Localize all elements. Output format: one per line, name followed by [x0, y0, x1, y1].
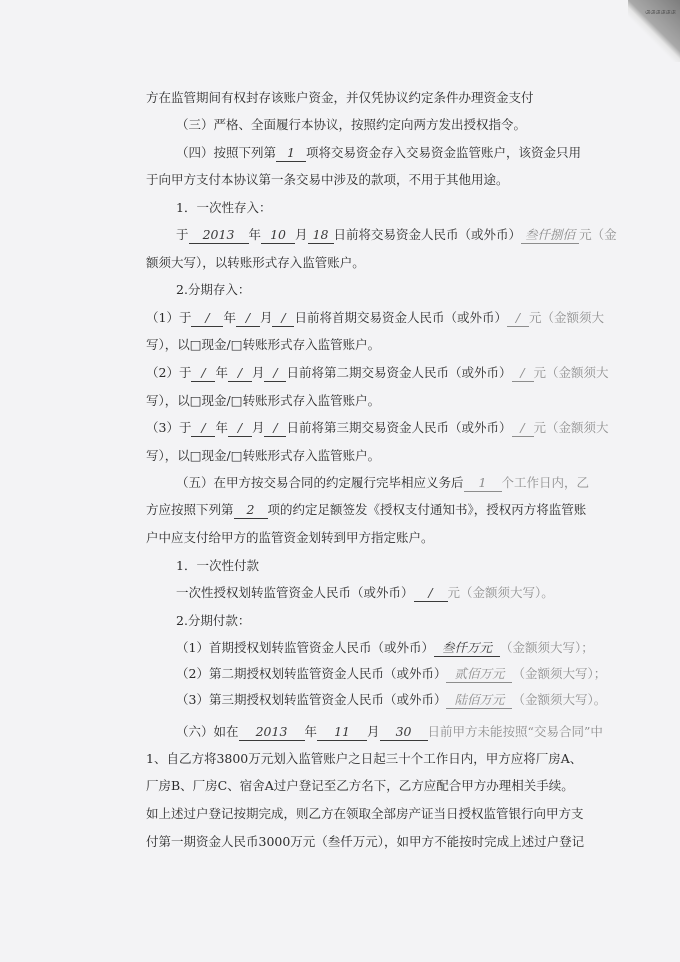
text-segment: 元（金 — [579, 227, 617, 242]
year-field: / — [191, 365, 215, 382]
text-segment: 日前将第二期交易资金人民币（或外币） — [286, 365, 512, 380]
clause-4-text: （四）按照下列第 — [176, 145, 277, 160]
text-segment: 日前甲方未能按照“交易合同”中 — [427, 724, 603, 739]
amount-field: 叁仟万元 — [434, 640, 500, 657]
text-segment: 月 — [251, 365, 265, 380]
text-line: 额须大写），以转账形式存入监管账户。 — [146, 255, 365, 270]
text-line: 方在监管期间有权封存该账户资金，并仅凭协议约定条件办理资金支付 — [146, 90, 534, 105]
lump-sum-payment-line — [176, 585, 554, 602]
heading-lump-sum-payment: 1．一次性付款 — [176, 558, 259, 573]
heading-installment-deposit: 2.分期存入： — [176, 282, 251, 297]
text-line: 付第一期资金人民币3000万元（叁仟万元），如甲方不能按时完成上述过户登记 — [146, 834, 585, 849]
text-line: 于向甲方支付本协议第一条交易中涉及的款项，不用于其他用途。 — [146, 172, 509, 187]
year-field: / — [191, 310, 223, 327]
amount-field: / — [512, 420, 534, 437]
text-segment: （1）于 — [146, 310, 192, 325]
clause-4-text: 项将交易资金存入交易资金监管账户，该资金只用 — [306, 145, 582, 160]
amount-field: / — [414, 585, 448, 602]
text-segment: 元（金额须大 — [533, 420, 609, 435]
text-segment: 月 — [367, 724, 380, 739]
text-segment: （金额须大写）； — [512, 666, 607, 681]
heading-lump-sum-deposit: 1．一次性存入： — [176, 200, 272, 215]
text-line: 厂房B、厂房C、宿舍A过户登记至乙方名下，乙方应配合甲方办理相关手续。 — [146, 778, 574, 793]
text-line: 1、自乙方将3800万元划入监管账户之日起三十个工作日内，甲方应将厂房A、 — [146, 751, 583, 766]
year-field: 2013 — [239, 724, 305, 741]
working-days-field: 1 — [464, 475, 502, 492]
heading-installment-payment: 2.分期付款： — [176, 613, 251, 628]
text-segment: 日前将第三期交易资金人民币（或外币） — [286, 420, 512, 435]
text-segment: 年 — [223, 310, 236, 325]
text-line: 户中应支付给甲方的监管资金划转到甲方指定账户。 — [146, 530, 434, 545]
text-segment: 月 — [259, 310, 273, 325]
text-segment: 年 — [215, 420, 228, 435]
payment-1-line — [176, 640, 594, 657]
text-segment: 年 — [215, 365, 228, 380]
text-segment: （金额须大写）； — [499, 640, 594, 655]
clause-4 — [176, 145, 581, 162]
text-line: 写），以□现金/□转账形式存入监管账户。 — [146, 337, 381, 352]
text-segment: 元（金额须大 — [529, 310, 605, 325]
year-field: / — [191, 420, 215, 437]
text-line: 如上述过户登记按期完成，则乙方在领取全部房产证当日授权监管银行向甲方支 — [146, 806, 584, 821]
day-field: / — [264, 365, 286, 382]
amount-field: 陆佰万元 — [446, 692, 512, 709]
text-segment: 方应按照下列第 — [146, 502, 234, 517]
deposit-amount-field: 叁仟捌佰 — [521, 227, 579, 244]
text-segment: （六）如在 — [176, 724, 239, 739]
text-segment: 月 — [251, 420, 265, 435]
text-segment: 于 — [176, 227, 189, 242]
deposit-day-field: 18 — [308, 227, 334, 244]
payment-3-line — [176, 692, 606, 709]
lump-sum-deposit-line — [176, 227, 617, 244]
day-field: / — [272, 310, 294, 327]
deposit-year-field: 2013 — [189, 227, 249, 244]
text-segment: 年 — [304, 724, 318, 739]
amount-field: / — [507, 310, 529, 327]
month-field: / — [228, 420, 252, 437]
item-number-field: 2 — [234, 502, 268, 519]
installment-2-line — [146, 365, 609, 382]
text-line: 写），以□现金/□转账形式存入监管账户。 — [146, 393, 381, 408]
amount-field: 贰佰万元 — [446, 666, 512, 683]
text-segment: （3）第三期授权划转监管资金人民币（或外币） — [176, 692, 447, 707]
month-field: 11 — [317, 724, 367, 741]
text-segment: 个工作日内，乙 — [501, 475, 590, 490]
text-segment: 元（金额须大写）。 — [447, 585, 554, 600]
text-segment: 项的约定足额签发《授权支付通知书》，授权丙方将监管账 — [267, 502, 587, 517]
clause-5 — [176, 475, 589, 492]
clause-5-continued — [146, 502, 586, 519]
text-segment: 月 — [295, 227, 308, 242]
text-segment: 日前将首期交易资金人民币（或外币） — [294, 310, 507, 325]
clause-6 — [176, 724, 603, 741]
text-segment: （3）于 — [146, 420, 192, 435]
month-field: / — [236, 310, 260, 327]
text-segment: 一次性授权划转监管资金人民币（或外币） — [176, 585, 414, 600]
day-field: 30 — [380, 724, 428, 741]
item-number-field: 1 — [276, 145, 306, 162]
text-segment: 日前将交易资金人民币（或外币） — [333, 227, 522, 242]
text-segment: （2）于 — [146, 365, 192, 380]
text-segment: （五）在甲方按交易合同的约定履行完毕相应义务后 — [176, 475, 464, 490]
text-segment: 年 — [248, 227, 262, 242]
payment-2-line — [176, 666, 606, 683]
day-field: / — [264, 420, 286, 437]
text-line: 写），以□现金/□转账形式存入监管账户。 — [146, 448, 381, 463]
month-field: / — [228, 365, 252, 382]
clause-3: （三）严格、全面履行本协议，按照约定向两方发出授权指令。 — [176, 117, 527, 132]
deposit-month-field: 10 — [261, 227, 295, 244]
text-segment: （2）第二期授权划转监管资金人民币（或外币） — [176, 666, 447, 681]
text-segment: （1）首期授权划转监管资金人民币（或外币） — [176, 640, 434, 655]
installment-3-line — [146, 420, 609, 437]
text-segment: 元（金额须大 — [533, 365, 609, 380]
amount-field: / — [512, 365, 534, 382]
text-segment: （金额须大写）。 — [512, 692, 607, 707]
page-corner-fold — [628, 0, 680, 62]
installment-1-line — [146, 310, 604, 327]
corner-mark: ଔଔଔଔଔଔ — [645, 10, 676, 16]
